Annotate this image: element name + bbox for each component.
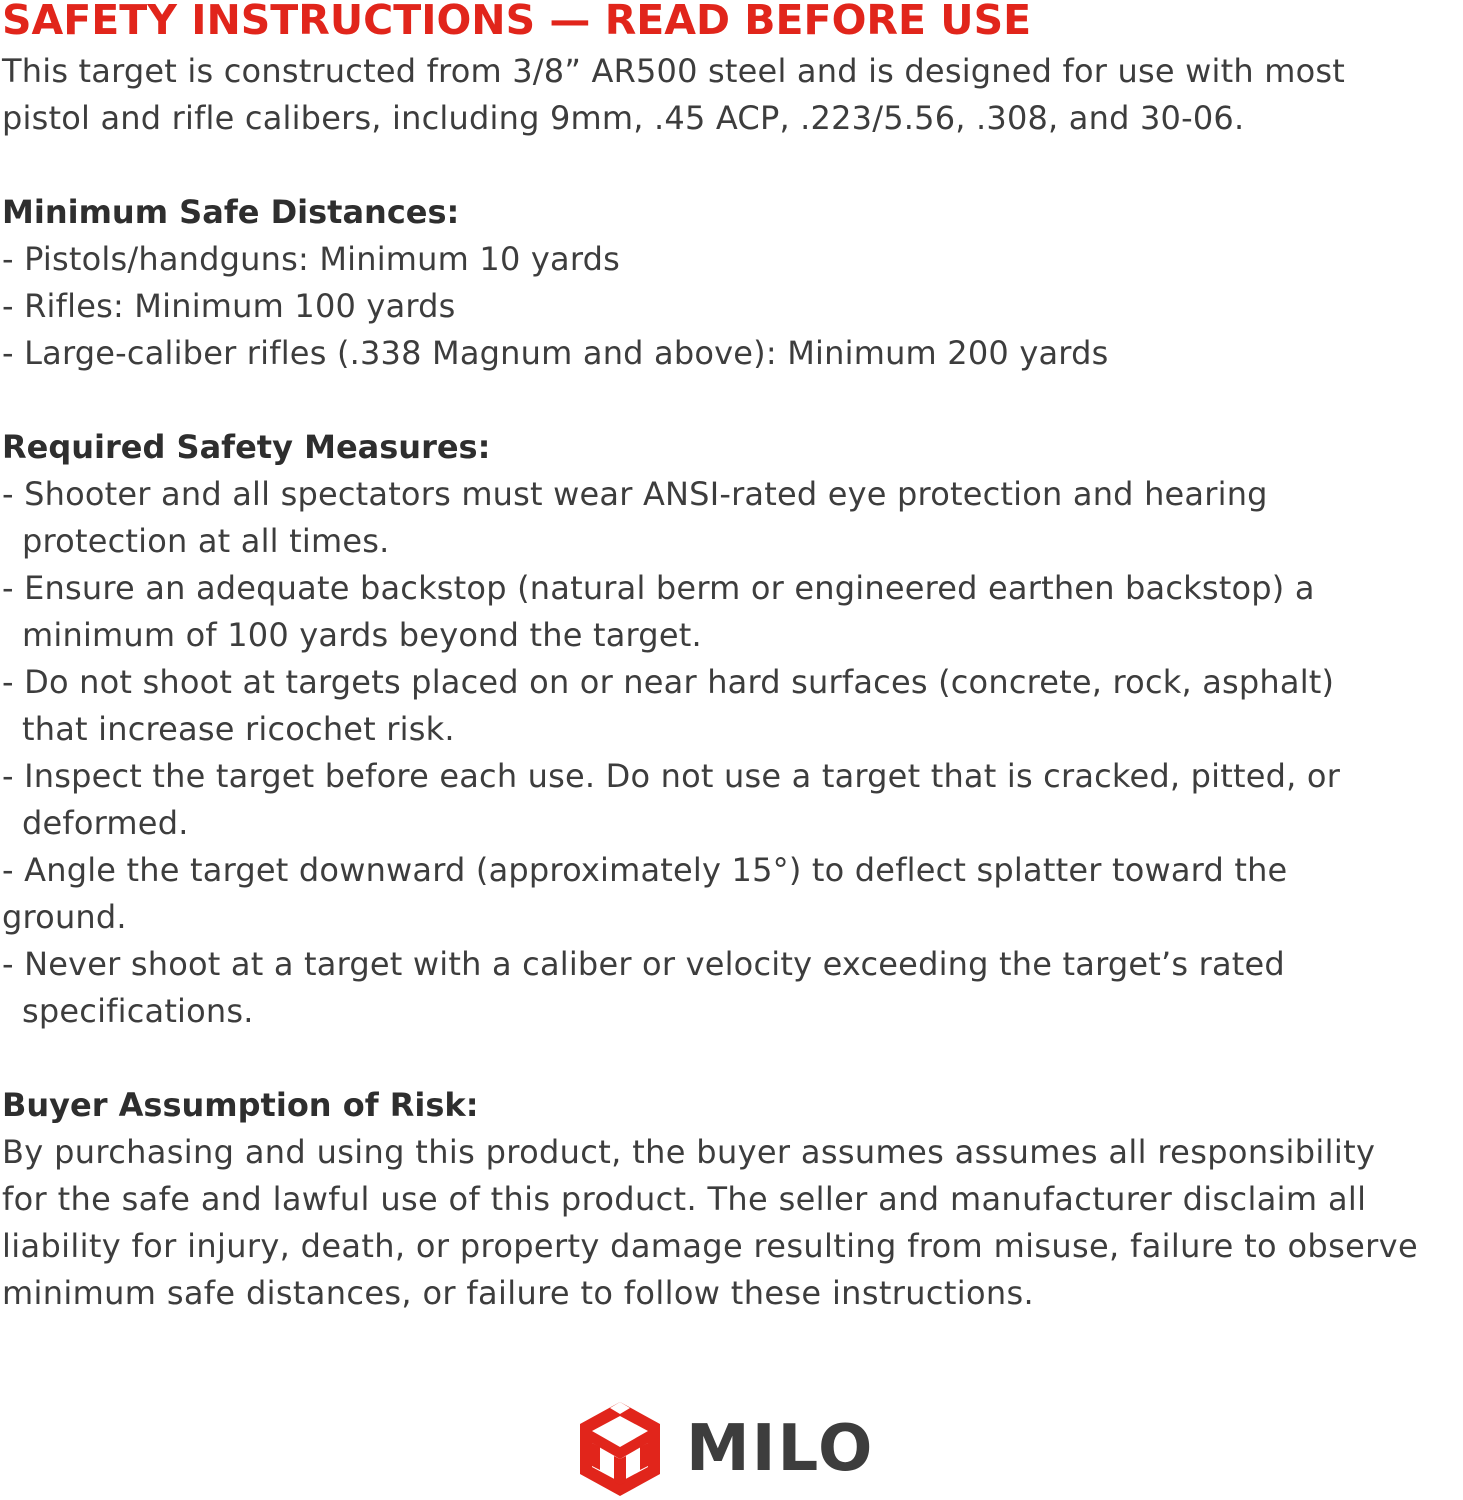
intro-line: This target is constructed from 3/8” AR500 steel and is designed for use with most <box>2 52 1345 90</box>
list-item-continuation: deformed. <box>22 804 189 842</box>
logo-wordmark: MILO <box>686 1412 875 1486</box>
page-title: SAFETY INSTRUCTIONS — READ BEFORE USE <box>2 0 1032 44</box>
list-item: - Do not shoot at targets placed on or near hard surfaces (concrete, rock, asphalt) <box>2 663 1335 701</box>
risk-line: liability for injury, death, or property damage resulting from misuse, failure to observe <box>2 1227 1418 1265</box>
section-heading-risk: Buyer Assumption of Risk: <box>2 1086 479 1124</box>
section-required-safety-measures <box>2 424 1463 1035</box>
list-item: - Ensure an adequate backstop (natural berm or engineered earthen backstop) a <box>2 569 1315 607</box>
list-item-continuation: specifications. <box>22 992 254 1030</box>
list-item: - Inspect the target before each use. Do not use a target that is cracked, pitted, or <box>2 757 1341 795</box>
milo-logo <box>578 1400 888 1500</box>
section-heading-distances: Minimum Safe Distances: <box>2 193 460 231</box>
list-item: - Pistols/handguns: Minimum 10 yards <box>2 240 621 278</box>
intro-paragraph <box>2 48 1463 142</box>
list-item-continuation: minimum of 100 yards beyond the target. <box>22 616 702 654</box>
list-item-continuation: that increase ricochet risk. <box>22 710 455 748</box>
list-item: - Shooter and all spectators must wear ANSI-rated eye protection and hearing <box>2 475 1268 513</box>
list-item-continuation: protection at all times. <box>22 522 390 560</box>
list-item: - Large-caliber rifles (.338 Magnum and above): Minimum 200 yards <box>2 334 1109 372</box>
risk-line: minimum safe distances, or failure to follow these instructions. <box>2 1274 1035 1312</box>
milo-cube-logo-icon <box>578 1400 662 1498</box>
section-heading-measures: Required Safety Measures: <box>2 428 491 466</box>
list-item-continuation: ground. <box>2 898 127 936</box>
list-item: - Rifles: Minimum 100 yards <box>2 287 456 325</box>
list-item: - Never shoot at a target with a caliber or velocity exceeding the target’s rated <box>2 945 1285 983</box>
risk-line: for the safe and lawful use of this product. The seller and manufacturer disclaim all <box>2 1180 1367 1218</box>
risk-line: By purchasing and using this product, the buyer assumes assumes all responsibility <box>2 1133 1376 1171</box>
list-item: - Angle the target downward (approximately 15°) to deflect splatter toward the <box>2 851 1288 889</box>
section-buyer-assumption-of-risk <box>2 1082 1463 1317</box>
section-minimum-safe-distances <box>2 189 1463 377</box>
intro-line: pistol and rifle calibers, including 9mm, .45 ACP, .223/5.56, .308, and 30-06. <box>2 99 1245 137</box>
